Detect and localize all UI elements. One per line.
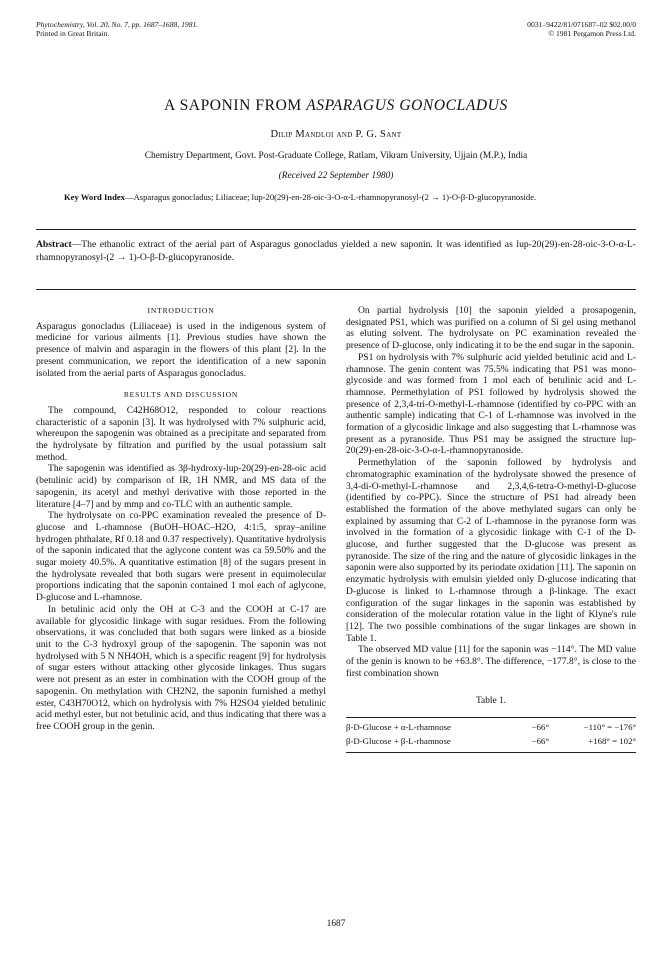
table-cell: β-D-Glucose + β-L-rhamnose [346, 735, 520, 752]
results-heading: RESULTS AND DISCUSSION [123, 390, 239, 400]
article-title [0, 97, 672, 115]
table-cell: −66° [520, 735, 549, 752]
authors: Dilip Mandloi and P. G. Sant [270, 129, 402, 140]
body-paragraph: Permethylation of the saponin followed by hydrolysis and chromatographic examination of the hydrolysate showed the presence of 3,4-di-O-methyl-L-rhamnose and 2,3,4,6-tetra-O-methyl-D-glucose (identified by co-PPC). Since the structure of PS1 had already been established the formation of the above methylated sugars can only be explained by assuming that C-2 of L-rhamnose in the pyranose form was involved in the formation of a glycosidic linkage with C-1 of the D-glucose, and further suggested that the D-glucose was present as pyranoside. The size of the ring and the nature of glycosidic linkages in the saponin were also supported by its periodate oxidation [11]. The saponin on enzymatic hydrolysis with emulsin yielded only D-glucose indicating that D-glucose is linked to L-rhamnose through a β-linkage. The exact configuration of the sugar linkages in the saponin was established by consideration of the molecular rotation value in the light of Klyne's rule [12]. The two possible combinations of the sugar linkages are shown in Table 1. [346, 457, 636, 644]
page-number: 1687 [326, 919, 346, 929]
affiliation: Chemistry Department, Govt. Post-Graduate College, Ratlam, Vikram University, Ujjain (M.P.), India [144, 151, 528, 161]
table-cell: −66° [520, 718, 549, 735]
printed-in: Printed in Great Britain. [36, 29, 110, 38]
journal-header-right [527, 20, 636, 38]
right-column [346, 305, 636, 753]
table-cell: −110° = −176° [549, 718, 636, 735]
table-cell: +168° = 102° [549, 735, 636, 752]
table-row [346, 718, 636, 735]
body-paragraph: The observed MD value [11] for the saponin was −114°. The MD value of the genin is known to be +63.8°. The difference, −177.8°, is close to the first combination shown [346, 644, 636, 679]
body-paragraph: The compound, C42H68O12, responded to colour reactions characteristic of a saponin [3]. It was hydrolysed with 7% sulphuric acid, whereupon the sapogenin was obtained as a precipitate and separated from the hydrolysate by filtration and purified by the usual potassium salt method. [36, 404, 326, 463]
table-row [346, 735, 636, 752]
body-paragraph: On partial hydrolysis [10] the saponin yielded a prosapogenin, designated PS1, which was purified on a column of Si gel using methanol as eluting solvent. The hydrolysate on PC examination revealed the presence of D-glucose, only indicating it to be the end sugar in the saponin. [346, 305, 636, 352]
journal-header-left [36, 20, 198, 38]
table-title: Table 1. [475, 695, 507, 706]
copyright-line: © 1981 Pergamon Press Ltd. [548, 29, 636, 38]
molecular-rotation-table [346, 717, 636, 752]
divider-top [36, 229, 636, 230]
abstract [36, 238, 636, 264]
left-column [36, 305, 326, 733]
keyword-text: —Asparagus gonocladus; Liliaceae; lup-20(29)-en-28-oic-3-O-α-L-rhamnopyranosyl-(2 → 1)-O-β-D-glucopyranoside. [124, 192, 537, 202]
body-paragraph: The hydrolysate on co-PPC examination revealed the presence of D-glucose and L-rhamnose (BuOH–HOAC–H2O, 4:1:5, spray–aniline hydrogen phthalate, Rf 0.18 and 0.37 respectively). Quantitative hydrolysis of the saponin indicated that the aglycone content was ca 59.50% and the sugar moiety 40.5%. A quantitative estimation [8] of the sugars present in the hydrolysate revealed that both sugars were present in equimolecular proportions indicating that the saponin contained 1 mol each of aglycone, D-glucose and L-rhamnose. [36, 510, 326, 604]
body-paragraph: The sapogenin was identified as 3β-hydroxy-lup-20(29)-en-28-oic acid (betulinic acid) by comparison of IR, 1H NMR, and MS data of the sapogenin, its acetyl and methyl derivative with those reported in the literature [4–7] and by mmp and co-TLC with an authentic sample. [36, 463, 326, 510]
article-code: 0031–9422/81/071687–02 $02.00/0 [527, 20, 636, 29]
title-prefix: A SAPONIN FROM [164, 97, 307, 114]
introduction-heading: INTRODUCTION [147, 306, 215, 315]
journal-citation: Phytochemistry, Vol. 20, No. 7, pp. 1687–1688, 1981. [36, 20, 199, 29]
body-paragraph: PS1 on hydrolysis with 7% sulphuric acid yielded betulinic acid and L-rhamnose. The genin content was 75.5% indicating that PS1 was mono-glycoside and was formed from 1 mol each of betulinic acid and L-rhamnose. Permethylation of PS1 followed by hydrolysis showed the presence of 2,3,4-tri-O-methyl-L-rhamnose (identified by co-PPC with an authentic sample) indicating that C-1 of L-rhamnose was involved in the formation of a glycosidic linkage and also suggesting that L-rhamnose was present as a pyranoside. Thus PS1 may be assigned the structure lup-20(29)-en-28-oic-3-O-α-L-rhamnopyranoside. [346, 351, 636, 457]
body-paragraph: In betulinic acid only the OH at C-3 and the COOH at C-17 are available for glycosidic linkage with sugar residues. From the following observations, it was concluded that both sugars were linked as a bioside unit to the C-3 hydroxyl group of the sapogenin. The saponin was not hydrolysed with 5 N NH4OH, which is a specific reagent [9] for hydrolysis of sugar esters without attacking other glycoside linkages. Thus sugars were not present as an ester in combination with the COOH group of the sapogenin. On methylation with CH2N2, the saponin furnished a methyl ester, C43H70O12, which on hydrolysis with 7% H2SO4 yielded betulinic acid methyl ester, but not betulinic acid, and thus indicating that there was a free COOH group in the genin. [36, 603, 326, 732]
table-cell: β-D-Glucose + α-L-rhamnose [346, 718, 520, 735]
abstract-text: —The ethanolic extract of the aerial part of Asparagus gonocladus yielded a new saponin. It was identified as lup-20(29)-en-28-oic-3-O-α-L-rhamnopyranosyl-(2 → 1)-O-β-D-glucopyranoside. [36, 239, 636, 263]
received-date: (Received 22 September 1980) [278, 171, 394, 181]
divider-bottom [36, 289, 636, 290]
keyword-label: Key Word Index [64, 192, 125, 202]
keyword-index [64, 192, 624, 203]
abstract-label: Abstract [36, 239, 72, 250]
title-species: ASPARAGUS GONOCLADUS [306, 97, 508, 114]
introduction-paragraph: Asparagus gonocladus (Liliaceae) is used in the indigenous system of medicine for various ailments [1]. Previous studies have shown the presence of malvin and asparagin in the flowers of this plant [2]. In the present communication, we report the identification of a new saponin isolated from the aerial parts of Asparagus gonocladus. [36, 320, 326, 379]
